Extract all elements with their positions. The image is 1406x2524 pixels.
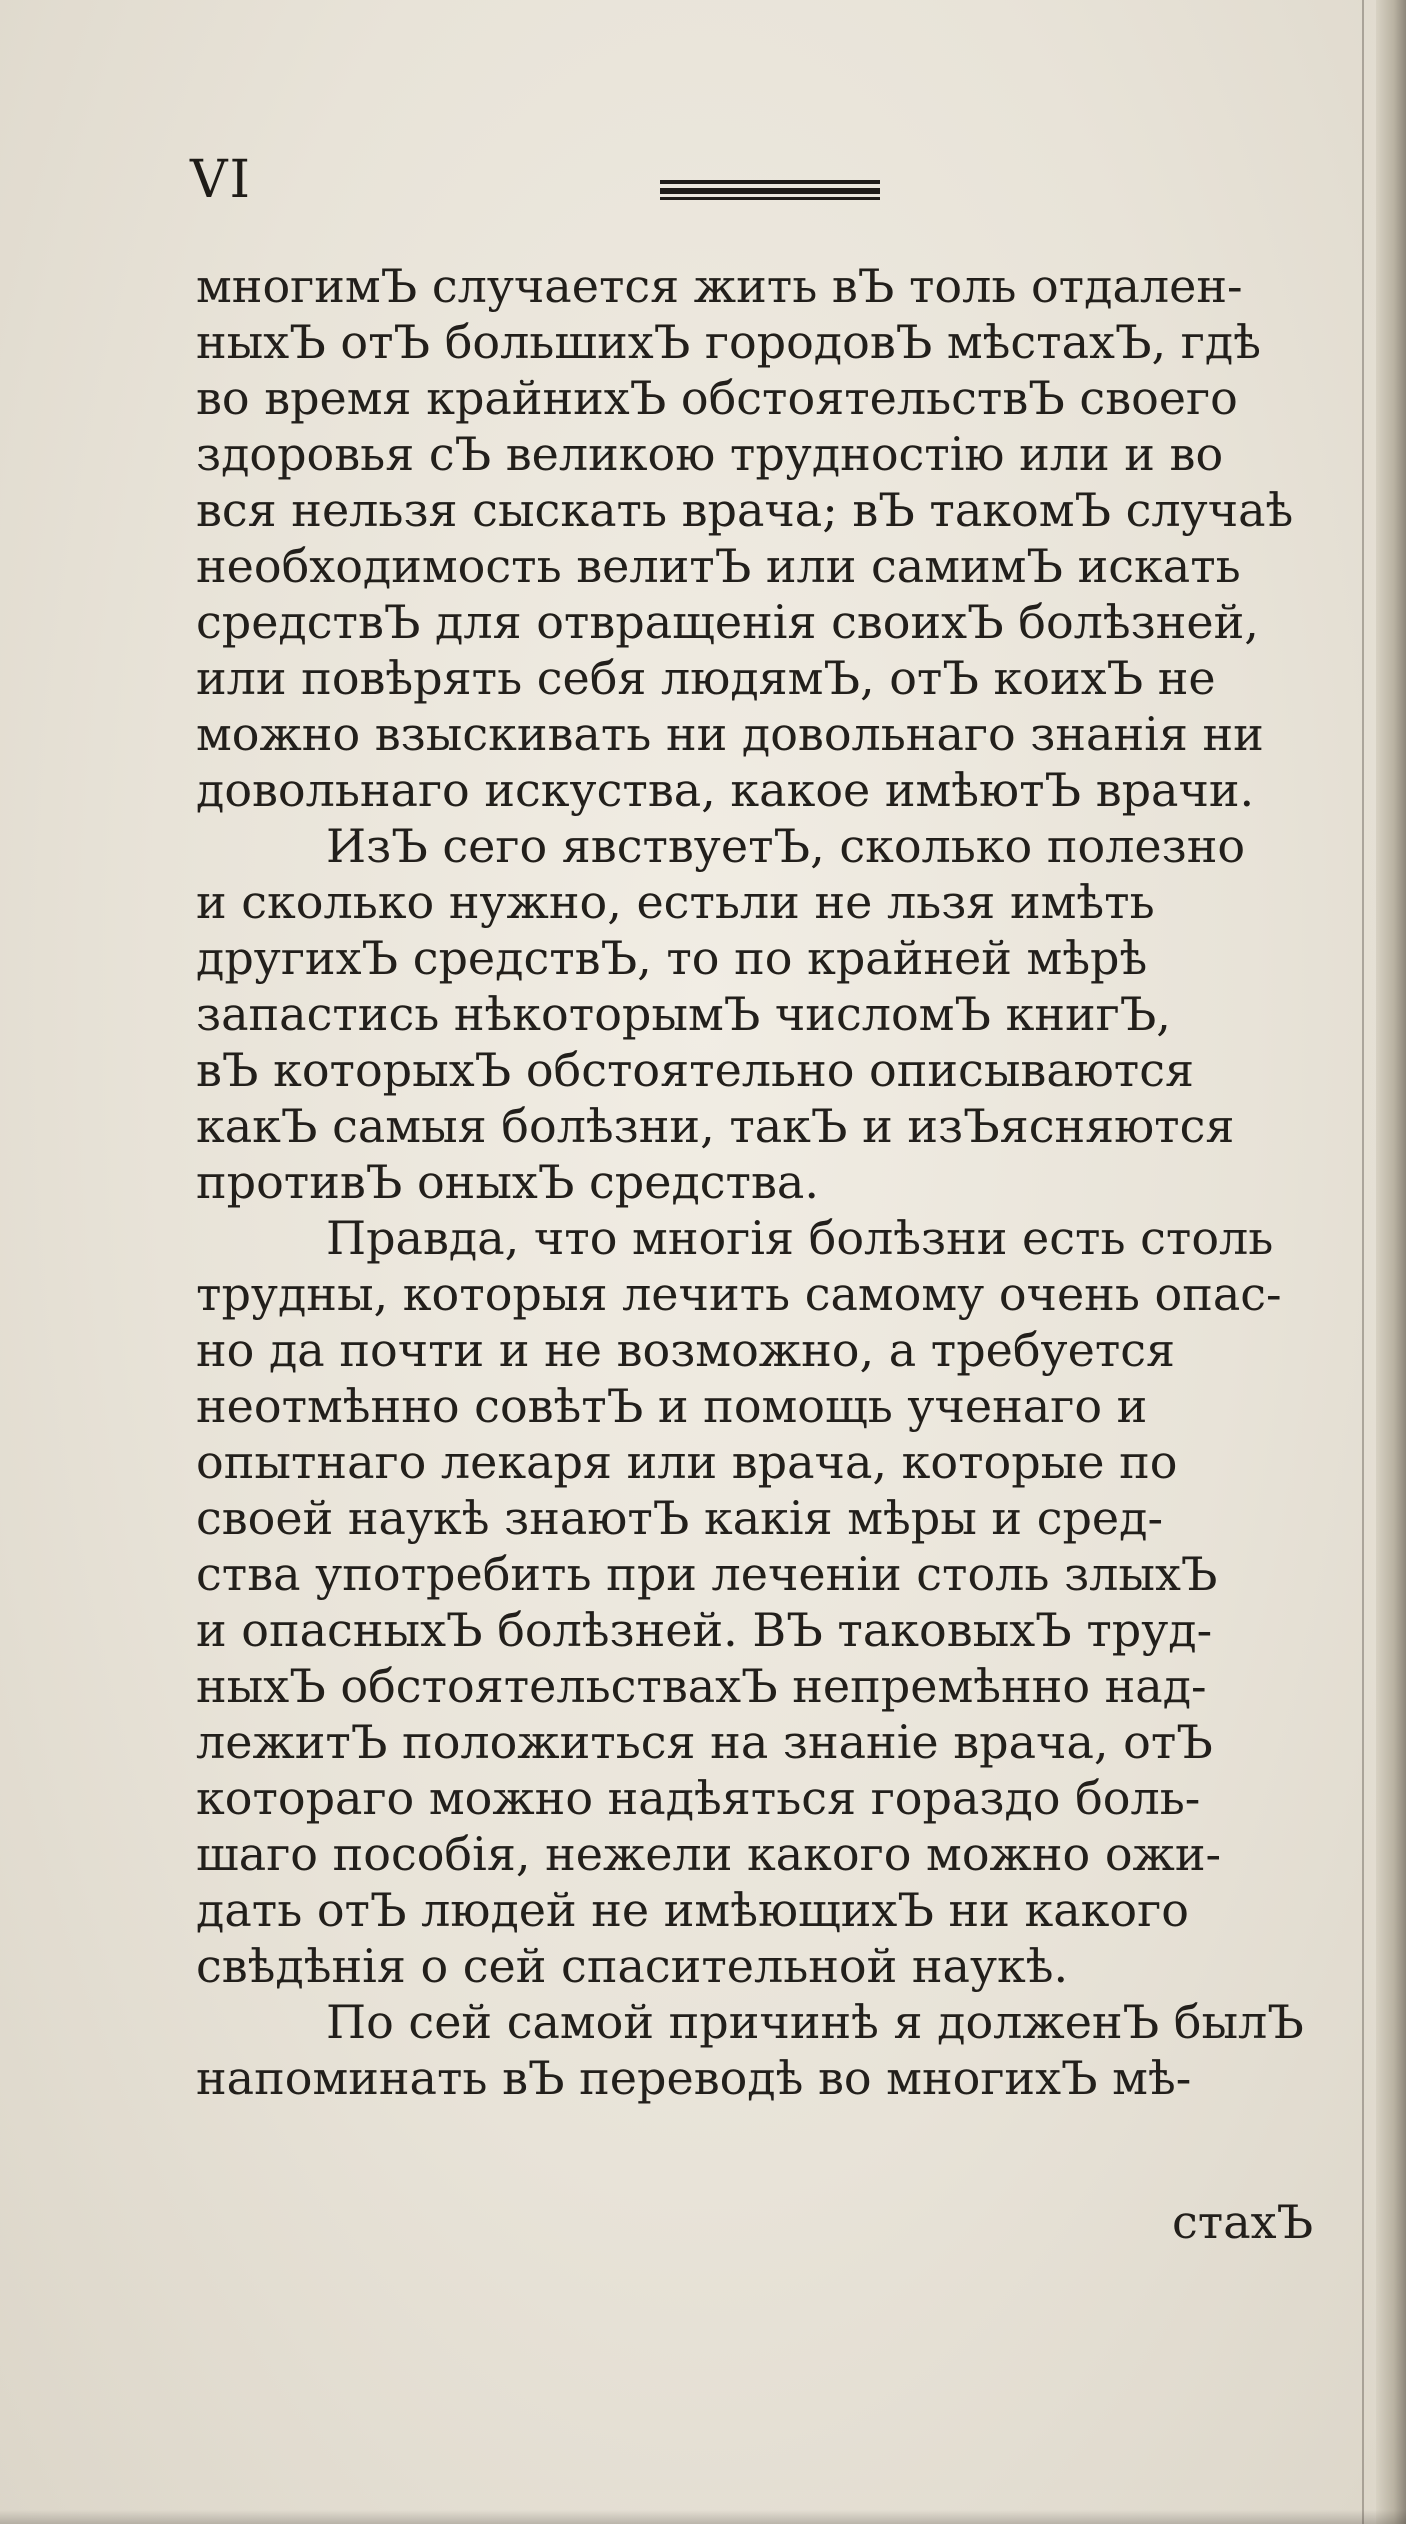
text-line: необходимость велитЪ или самимЪ искать <box>196 539 1241 593</box>
text-line: другихЪ средствЪ, то по крайней мѣрѣ <box>196 931 1148 985</box>
paragraph-start-line: Правда, что многія болѣзни есть столь <box>326 1211 1274 1265</box>
text-line: своей наукѣ знаютЪ какія мѣры и сред- <box>196 1491 1164 1545</box>
text-line: и опасныхЪ болѣзней. ВЪ таковыхЪ труд- <box>196 1603 1213 1657</box>
page-bottom-shadow <box>0 2510 1406 2524</box>
paragraph-start-line: По сей самой причинѣ я долженЪ былЪ <box>326 1995 1304 2049</box>
text-line: лежитЪ положиться на знаніе врача, отЪ <box>196 1715 1213 1769</box>
text-line: ства употребить при леченіи столь злыхЪ <box>196 1547 1218 1601</box>
text-line: противЪ оныхЪ средства. <box>196 1155 819 1209</box>
text-line: но да почти и не возможно, а требуется <box>196 1323 1176 1377</box>
rule-line-middle <box>660 188 880 194</box>
text-line: здоровья сЪ великою трудностію или и во <box>196 427 1224 481</box>
header-ornament-rule <box>660 180 880 202</box>
text-line: довольнаго искуства, какое имѣютЪ врачи. <box>196 763 1255 817</box>
text-line: котораго можно надѣяться гораздо боль- <box>196 1771 1201 1825</box>
text-line: неотмѣнно совѣтЪ и помощь ученаго и <box>196 1379 1148 1433</box>
text-line: ныхЪ отЪ большихЪ городовЪ мѣстахЪ, гдѣ <box>196 315 1261 369</box>
text-line: вЪ которыхЪ обстоятельно описываются <box>196 1043 1195 1097</box>
text-line: можно взыскивать ни довольнаго знанія ни <box>196 707 1264 761</box>
text-line: шаго пособія, нежели какого можно ожи- <box>196 1827 1222 1881</box>
text-line: во время крайнихЪ обстоятельствЪ своего <box>196 371 1238 425</box>
text-line: средствЪ для отвращенія своихЪ болѣзней, <box>196 595 1259 649</box>
body-text <box>196 258 1376 2106</box>
text-line: ныхЪ обстоятельствахЪ непремѣнно над- <box>196 1659 1207 1713</box>
text-line: трудны, которыя лечить самому очень опас- <box>196 1267 1282 1321</box>
text-line: запастись нѣкоторымЪ числомЪ книгЪ, <box>196 987 1171 1041</box>
text-line: какЪ самыя болѣзни, такЪ и изЪясняются <box>196 1099 1235 1153</box>
text-line: многимЪ случается жить вЪ толь отдален- <box>196 259 1243 313</box>
text-line: напоминать вЪ переводѣ во многихЪ мѣ- <box>196 2051 1192 2105</box>
page-edge <box>1376 0 1406 2524</box>
catchword: стахЪ <box>1172 2195 1314 2249</box>
text-line: или повѣрять себя людямЪ, отЪ коихЪ не <box>196 651 1216 705</box>
page-number: VI <box>190 150 253 210</box>
text-line: свѣдѣнія о сей спасительной наукѣ. <box>196 1939 1069 1993</box>
text-line: вся нельзя сыскать врача; вЪ такомЪ случаѣ <box>196 483 1294 537</box>
text-line: дать отЪ людей не имѣющихЪ ни какого <box>196 1883 1189 1937</box>
text-line: опытнаго лекаря или врача, которые по <box>196 1435 1178 1489</box>
paragraph-start-line: ИзЪ сего явствуетЪ, сколько полезно <box>326 819 1246 873</box>
rule-line-top <box>660 180 880 184</box>
text-line: и сколько нужно, естьли не льзя имѣть <box>196 875 1155 929</box>
rule-line-bottom <box>660 197 880 200</box>
